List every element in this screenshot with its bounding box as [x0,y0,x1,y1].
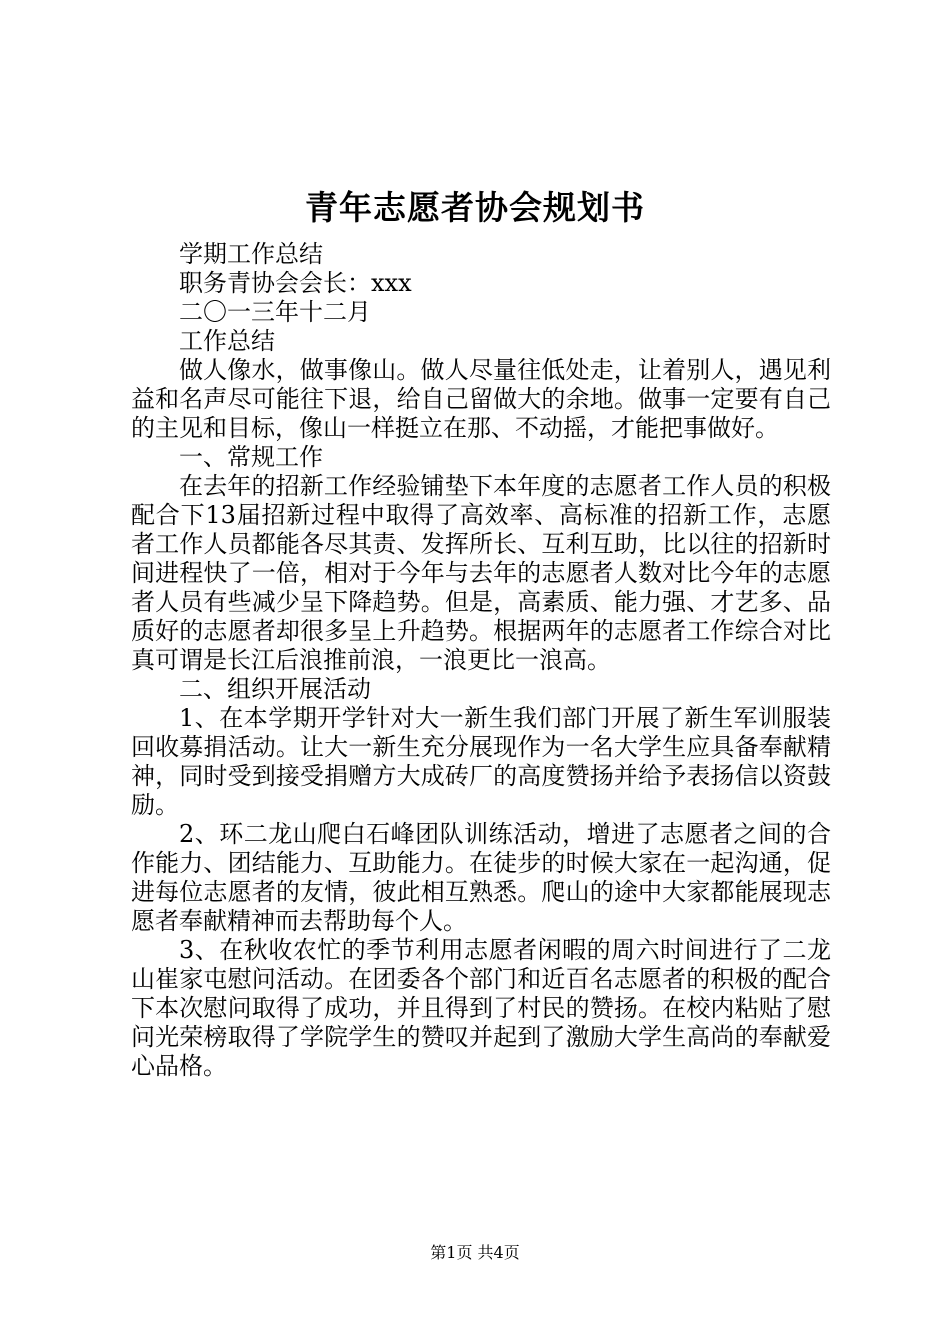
position-line: 职务青协会会长：xxx [179,269,412,297]
date-line: 二〇一三年十二月 [179,298,371,326]
paragraph-activity-3: 3、在秋收农忙的季节利用志愿者闲暇的周六时间进行了二龙山崔家屯慰问活动。在团委各个部门和近百名志愿者的积极的配合下本次慰问取得了成功，并且得到了村民的赞扬。在校内粘贴了慰问光荣榜取得了学院学生的赞叹并起到了激励大学生高尚的奉献爱心品格。 [131,936,831,1080]
paragraph-activity-2: 2、环二龙山爬白石峰团队训练活动，增进了志愿者之间的合作能力、团结能力、互助能力。在徒步的时候大家在一起沟通，促进每位志愿者的友情，彼此相互熟悉。爬山的途中大家都能展现志愿者奉献精神而去帮助每个人。 [131,820,831,935]
document-body [131,240,831,1081]
document-title: 青年志愿者协会规划书 [305,188,645,227]
paragraph-intro: 做人像水，做事像山。做人尽量往低处走，让着别人，遇见利益和名声尽可能往下退，给自己留做大的余地。做事一定要有自己的主见和目标，像山一样挺立在那、不动摇，才能把事做好。 [131,356,831,442]
subtitle-summary: 学期工作总结 [179,240,323,268]
section-heading-activities: 二、组织开展活动 [179,675,371,703]
paragraph-recruitment: 在去年的招新工作经验铺垫下本年度的志愿者工作人员的积极配合下13届招新过程中取得了高效率、高标准的招新工作，志愿者工作人员都能各尽其责、发挥所长、互利互助，比以往的招新时间进程快了一倍，相对于今年与去年的志愿者人数对比今年的志愿者人员有些减少呈下降趋势。但是，高素质、能力强、才艺多、品质好的志愿者却很多呈上升趋势。根据两年的志愿者工作综合对比真可谓是长江后浪推前浪，一浪更比一浪高。 [131,472,831,674]
section-heading-work-summary: 工作总结 [179,327,275,355]
page-number-footer: 第1页 共4页 [430,1243,520,1262]
section-heading-routine-work: 一、常规工作 [179,443,323,471]
paragraph-activity-1: 1、在本学期开学针对大一新生我们部门开展了新生军训服装回收募捐活动。让大一新生充分展现作为一名大学生应具备奉献精神，同时受到接受捐赠方大成砖厂的高度赞扬并给予表扬信以资鼓励。 [131,704,831,819]
